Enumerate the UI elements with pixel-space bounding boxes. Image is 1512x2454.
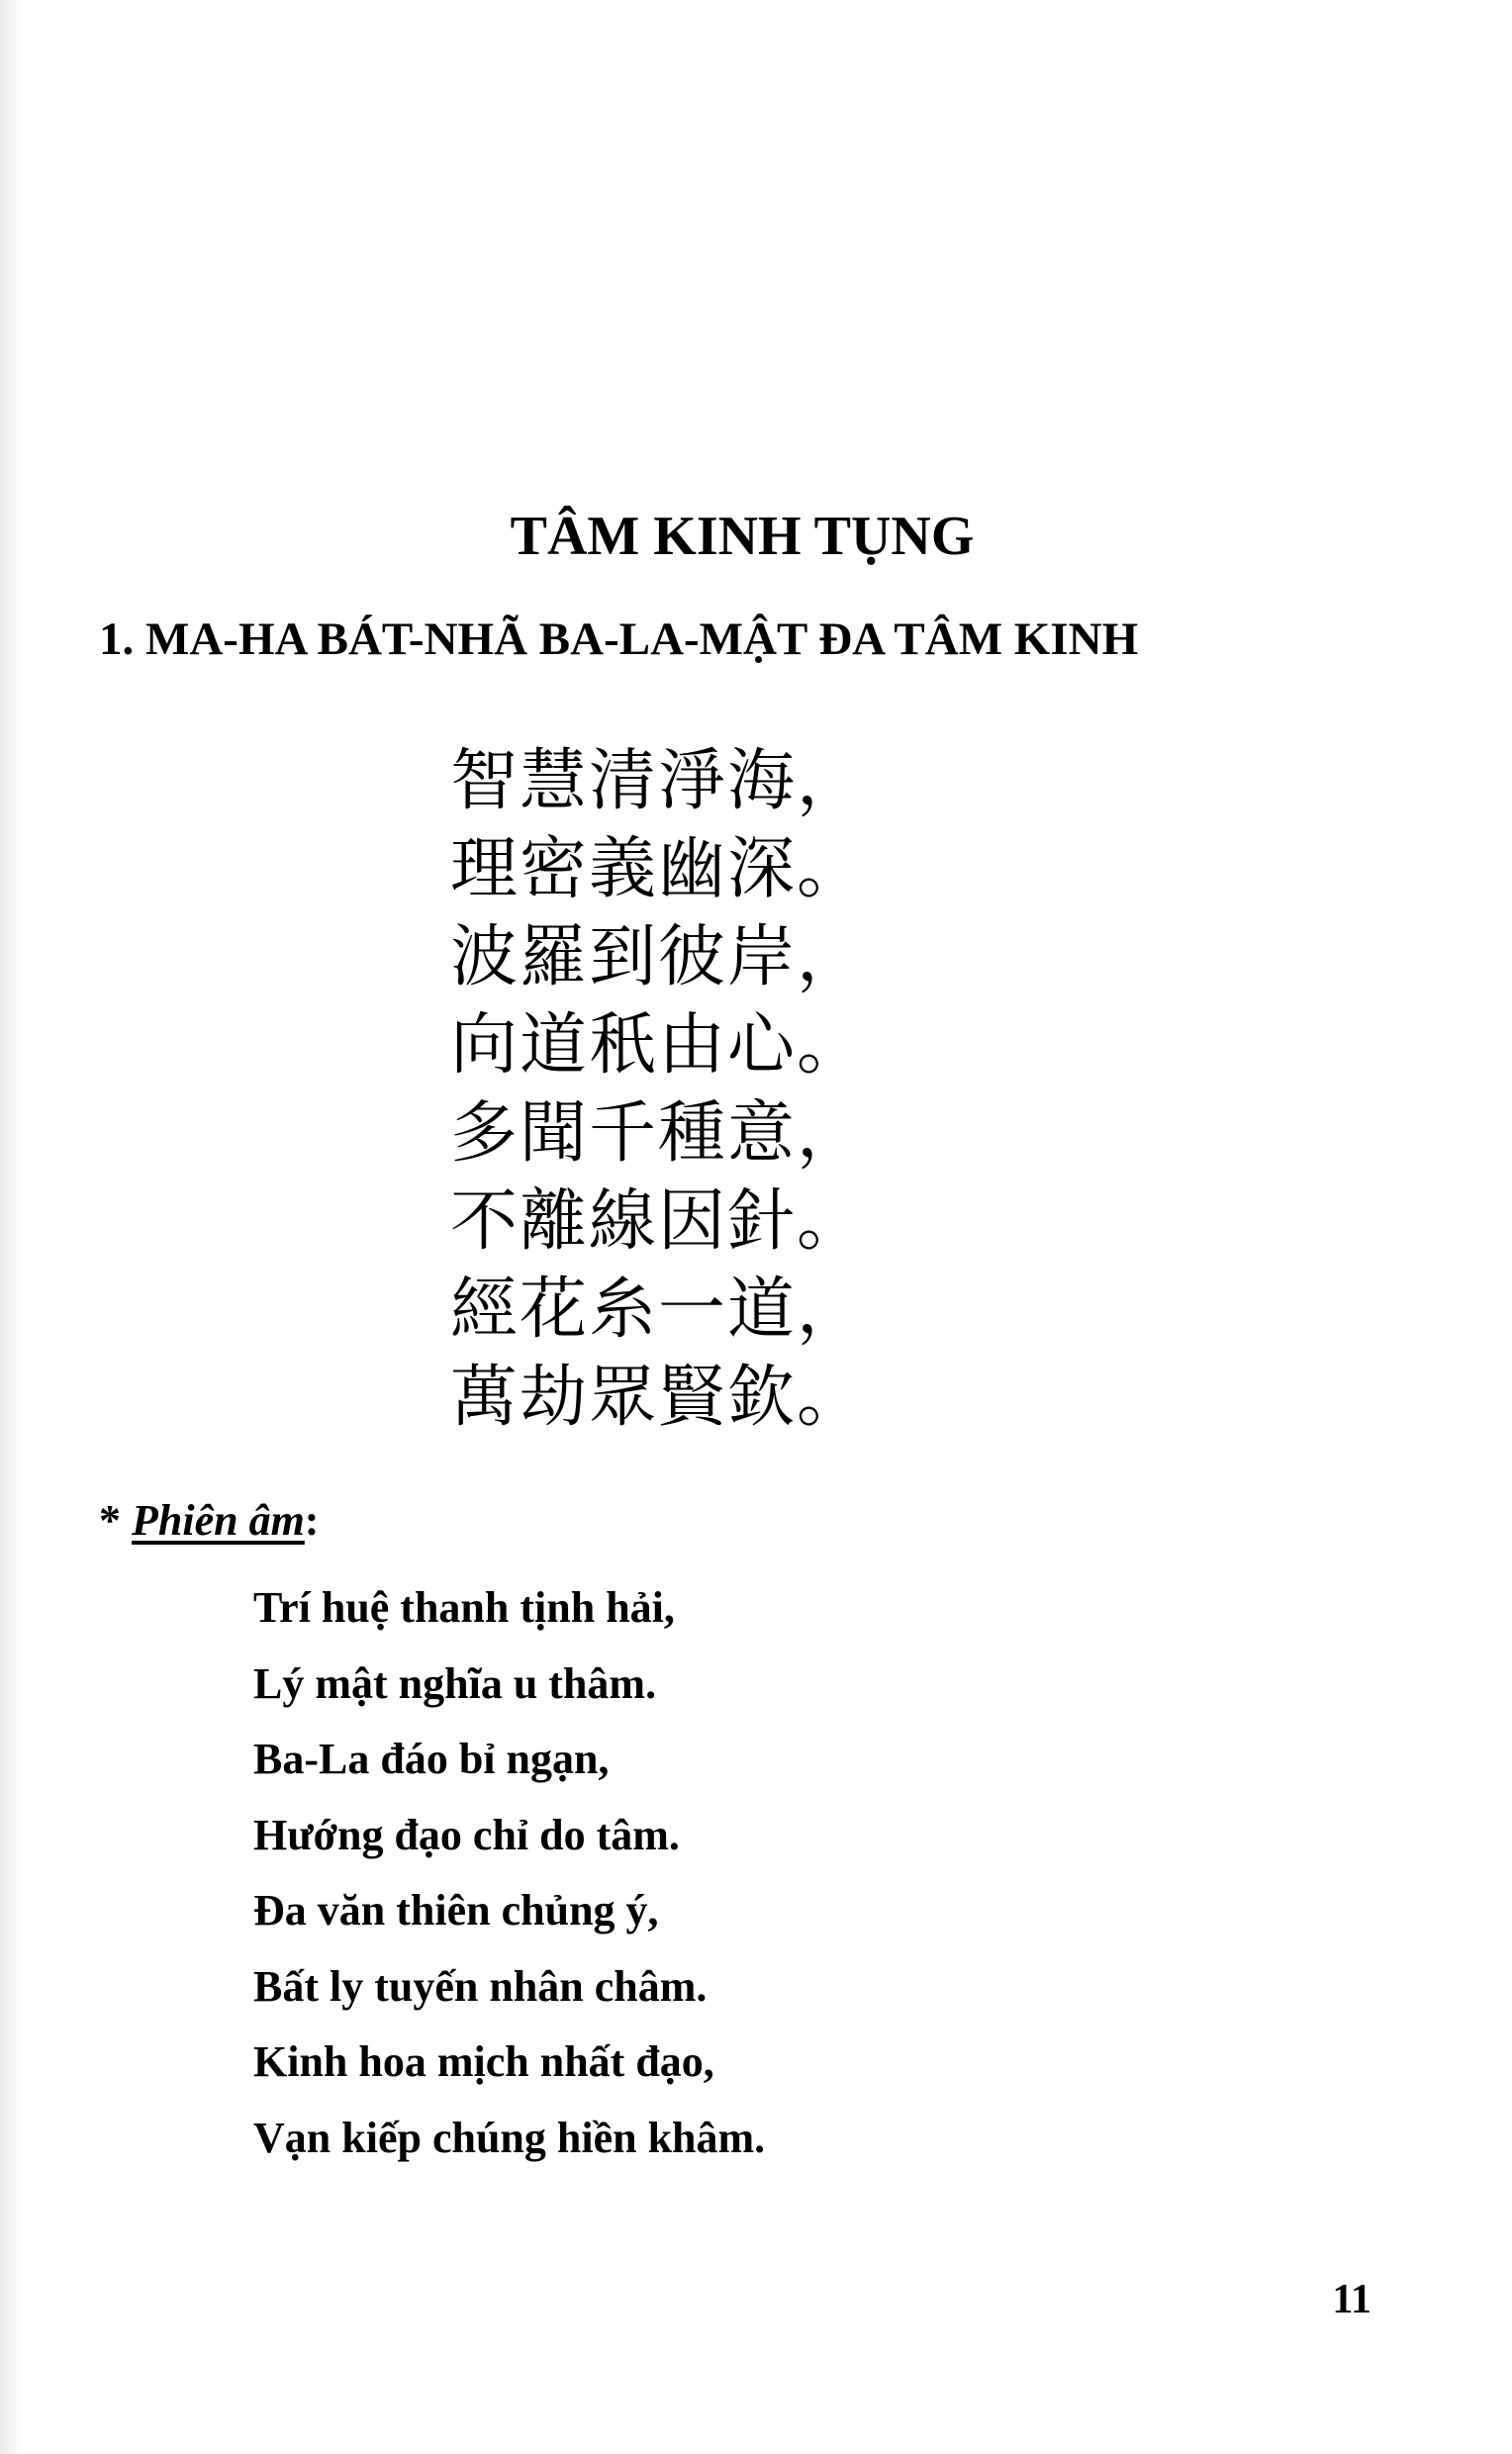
phien-am-suffix: : xyxy=(304,1496,320,1545)
vietnamese-verse-line: Hướng đạo chỉ do tâm. xyxy=(253,1810,680,1859)
page-number: 11 xyxy=(1332,2277,1371,2322)
chinese-verse-line: 理密義幽深。 xyxy=(450,830,867,908)
vietnamese-verse-line: Trí huệ thanh tịnh hải, xyxy=(253,1583,675,1632)
vietnamese-verse-line: Ba-La đáo bỉ ngạn, xyxy=(253,1735,610,1783)
chinese-verse-line: 不離線因針。 xyxy=(450,1182,867,1261)
vietnamese-verse-line: Vạn kiếp chúng hiền khâm. xyxy=(253,2113,766,2162)
chinese-verse-line: 萬劫眾賢欽。 xyxy=(450,1359,867,1437)
section-heading: 1. MA-HA BÁT-NHÃ BA-LA-MẬT ĐA TÂM KINH xyxy=(99,614,1139,665)
vietnamese-verse-line: Kinh hoa mịch nhất đạo, xyxy=(253,2037,714,2086)
chinese-verse-line: 多聞千種意， xyxy=(450,1094,867,1173)
vietnamese-verse-line: Lý mật nghĩa u thâm. xyxy=(253,1658,657,1708)
chinese-verse-line: 智慧清淨海， xyxy=(450,742,867,820)
chinese-verse-line: 向道秖由心。 xyxy=(450,1006,867,1085)
chinese-verse-line: 經花糸一道， xyxy=(450,1271,867,1349)
chinese-verse xyxy=(450,737,866,1442)
chinese-verse-line: 波羅到彼岸， xyxy=(450,918,867,996)
phien-am-heading xyxy=(99,1486,319,1556)
vietnamese-verse-line: Bất ly tuyến nhân châm. xyxy=(253,1961,708,2011)
page-title: TÂM KINH TỤNG xyxy=(510,506,975,567)
phien-am-label: Phiên âm xyxy=(132,1496,305,1545)
vietnamese-verse xyxy=(253,1570,765,2176)
page-edge-shadow xyxy=(0,0,22,2454)
phien-am-prefix: * xyxy=(99,1496,132,1545)
vietnamese-verse-line: Đa văn thiên chủng ý, xyxy=(253,1886,659,1935)
